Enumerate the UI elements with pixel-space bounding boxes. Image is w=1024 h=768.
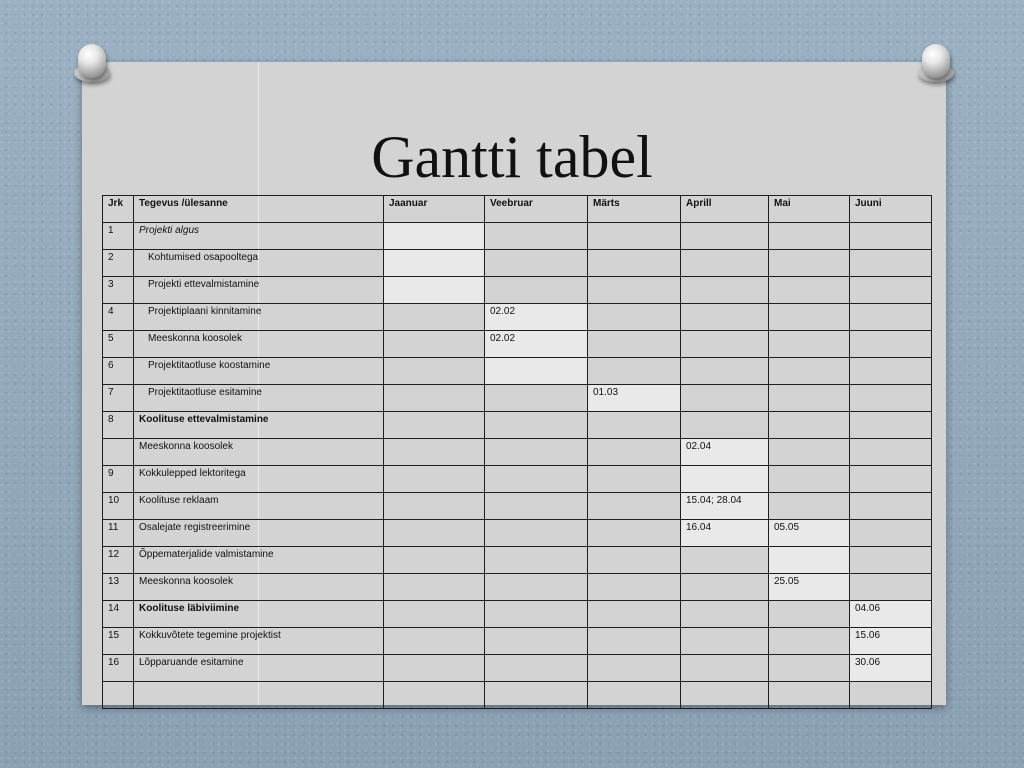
cell-marts bbox=[588, 358, 681, 385]
cell-veebruar bbox=[485, 547, 588, 574]
cell-juuni bbox=[850, 412, 932, 439]
cell-veebruar bbox=[485, 574, 588, 601]
cell-veebruar bbox=[485, 493, 588, 520]
cell-marts bbox=[588, 520, 681, 547]
row-number: 16 bbox=[103, 655, 134, 682]
row-number: 1 bbox=[103, 223, 134, 250]
cell-mai bbox=[769, 682, 850, 709]
table-row bbox=[103, 466, 932, 493]
pushpin-icon bbox=[918, 44, 954, 84]
cell-jaanuar bbox=[384, 277, 485, 304]
table-header-row bbox=[103, 196, 932, 223]
cell-jaanuar bbox=[384, 304, 485, 331]
cell-aprill bbox=[681, 412, 769, 439]
cell-mai bbox=[769, 385, 850, 412]
cell-mai bbox=[769, 466, 850, 493]
cell-juuni: 04.06 bbox=[850, 601, 932, 628]
table-row bbox=[103, 223, 932, 250]
task-name: Õppematerjalide valmistamine bbox=[134, 547, 384, 574]
cell-veebruar bbox=[485, 520, 588, 547]
cell-jaanuar bbox=[384, 250, 485, 277]
cell-mai bbox=[769, 439, 850, 466]
table-row bbox=[103, 682, 932, 709]
row-number: 13 bbox=[103, 574, 134, 601]
cell-juuni bbox=[850, 304, 932, 331]
header-marts: Märts bbox=[588, 196, 681, 223]
cell-veebruar bbox=[485, 385, 588, 412]
cell-juuni bbox=[850, 385, 932, 412]
cell-aprill bbox=[681, 331, 769, 358]
table-row bbox=[103, 628, 932, 655]
cell-aprill bbox=[681, 682, 769, 709]
task-name: Projektitaotluse esitamine bbox=[134, 385, 384, 412]
cell-aprill bbox=[681, 655, 769, 682]
task-name bbox=[134, 682, 384, 709]
row-number: 3 bbox=[103, 277, 134, 304]
cell-veebruar bbox=[485, 439, 588, 466]
row-number: 8 bbox=[103, 412, 134, 439]
task-name: Projekti ettevalmistamine bbox=[134, 277, 384, 304]
row-number: 2 bbox=[103, 250, 134, 277]
header-aprill: Aprill bbox=[681, 196, 769, 223]
task-name: Meeskonna koosolek bbox=[134, 331, 384, 358]
table-row bbox=[103, 331, 932, 358]
cell-marts bbox=[588, 277, 681, 304]
table-row bbox=[103, 439, 932, 466]
cell-mai bbox=[769, 493, 850, 520]
cell-veebruar bbox=[485, 277, 588, 304]
cell-aprill bbox=[681, 304, 769, 331]
cell-mai bbox=[769, 547, 850, 574]
cell-aprill bbox=[681, 277, 769, 304]
table-row bbox=[103, 358, 932, 385]
cell-juuni bbox=[850, 439, 932, 466]
cell-marts: 01.03 bbox=[588, 385, 681, 412]
cell-mai: 25.05 bbox=[769, 574, 850, 601]
cell-juuni bbox=[850, 223, 932, 250]
cell-veebruar: 02.02 bbox=[485, 331, 588, 358]
cell-aprill bbox=[681, 628, 769, 655]
cell-aprill bbox=[681, 601, 769, 628]
cell-aprill bbox=[681, 574, 769, 601]
cell-juuni bbox=[850, 466, 932, 493]
cell-mai bbox=[769, 628, 850, 655]
table-row bbox=[103, 304, 932, 331]
cell-aprill: 02.04 bbox=[681, 439, 769, 466]
cell-mai bbox=[769, 331, 850, 358]
row-number: 6 bbox=[103, 358, 134, 385]
row-number: 5 bbox=[103, 331, 134, 358]
task-name: Koolituse läbiviimine bbox=[134, 601, 384, 628]
table-row bbox=[103, 601, 932, 628]
cell-juuni: 30.06 bbox=[850, 655, 932, 682]
task-name: Osalejate registreerimine bbox=[134, 520, 384, 547]
cell-veebruar: 02.02 bbox=[485, 304, 588, 331]
cell-juuni bbox=[850, 682, 932, 709]
cell-marts bbox=[588, 250, 681, 277]
cell-aprill bbox=[681, 466, 769, 493]
task-name: Meeskonna koosolek bbox=[134, 574, 384, 601]
cell-marts bbox=[588, 493, 681, 520]
cell-jaanuar bbox=[384, 520, 485, 547]
table-row bbox=[103, 250, 932, 277]
cell-marts bbox=[588, 304, 681, 331]
slide-title: Gantti tabel bbox=[371, 124, 653, 190]
task-name: Meeskonna koosolek bbox=[134, 439, 384, 466]
row-number: 12 bbox=[103, 547, 134, 574]
cell-aprill: 15.04; 28.04 bbox=[681, 493, 769, 520]
cell-jaanuar bbox=[384, 358, 485, 385]
cell-marts bbox=[588, 439, 681, 466]
table-row bbox=[103, 520, 932, 547]
cell-jaanuar bbox=[384, 466, 485, 493]
cell-juuni: 15.06 bbox=[850, 628, 932, 655]
cell-mai bbox=[769, 601, 850, 628]
task-name: Projektitaotluse koostamine bbox=[134, 358, 384, 385]
row-number: 10 bbox=[103, 493, 134, 520]
cell-veebruar bbox=[485, 250, 588, 277]
cell-marts bbox=[588, 412, 681, 439]
cell-veebruar bbox=[485, 466, 588, 493]
cell-mai bbox=[769, 358, 850, 385]
cell-mai bbox=[769, 412, 850, 439]
cell-veebruar bbox=[485, 628, 588, 655]
cell-jaanuar bbox=[384, 412, 485, 439]
task-name: Kohtumised osapooltega bbox=[134, 250, 384, 277]
cell-juuni bbox=[850, 277, 932, 304]
cell-marts bbox=[588, 547, 681, 574]
cell-jaanuar bbox=[384, 682, 485, 709]
cell-marts bbox=[588, 331, 681, 358]
cell-veebruar bbox=[485, 655, 588, 682]
table-row bbox=[103, 277, 932, 304]
cell-mai bbox=[769, 223, 850, 250]
cell-mai bbox=[769, 655, 850, 682]
cell-aprill bbox=[681, 223, 769, 250]
cell-marts bbox=[588, 223, 681, 250]
row-number bbox=[103, 682, 134, 709]
cell-veebruar bbox=[485, 601, 588, 628]
cell-jaanuar bbox=[384, 385, 485, 412]
cell-aprill bbox=[681, 250, 769, 277]
task-name: Kokkuvõtete tegemine projektist bbox=[134, 628, 384, 655]
table-row bbox=[103, 655, 932, 682]
cell-veebruar bbox=[485, 358, 588, 385]
cell-jaanuar bbox=[384, 493, 485, 520]
task-name: Koolituse reklaam bbox=[134, 493, 384, 520]
cell-jaanuar bbox=[384, 601, 485, 628]
cell-aprill bbox=[681, 385, 769, 412]
pushpin-icon bbox=[74, 44, 110, 84]
header-mai: Mai bbox=[769, 196, 850, 223]
table-row bbox=[103, 385, 932, 412]
header-veebruar: Veebruar bbox=[485, 196, 588, 223]
task-name: Koolituse ettevalmistamine bbox=[134, 412, 384, 439]
cell-marts bbox=[588, 466, 681, 493]
cell-juuni bbox=[850, 358, 932, 385]
cell-jaanuar bbox=[384, 628, 485, 655]
cell-juuni bbox=[850, 547, 932, 574]
cell-aprill bbox=[681, 547, 769, 574]
cell-juuni bbox=[850, 250, 932, 277]
row-number: 11 bbox=[103, 520, 134, 547]
cell-veebruar bbox=[485, 223, 588, 250]
row-number: 9 bbox=[103, 466, 134, 493]
row-number bbox=[103, 439, 134, 466]
table-row bbox=[103, 412, 932, 439]
cell-marts bbox=[588, 601, 681, 628]
task-name: Projekti algus bbox=[134, 223, 384, 250]
cell-juuni bbox=[850, 493, 932, 520]
cell-jaanuar bbox=[384, 547, 485, 574]
cell-aprill: 16.04 bbox=[681, 520, 769, 547]
row-number: 14 bbox=[103, 601, 134, 628]
cell-juuni bbox=[850, 520, 932, 547]
task-name: Projektiplaani kinnitamine bbox=[134, 304, 384, 331]
table-row bbox=[103, 574, 932, 601]
cell-veebruar bbox=[485, 412, 588, 439]
header-task: Tegevus /ülesanne bbox=[134, 196, 384, 223]
cell-aprill bbox=[681, 358, 769, 385]
cell-jaanuar bbox=[384, 439, 485, 466]
row-number: 7 bbox=[103, 385, 134, 412]
cell-marts bbox=[588, 682, 681, 709]
cell-juuni bbox=[850, 574, 932, 601]
cell-mai bbox=[769, 304, 850, 331]
cell-jaanuar bbox=[384, 574, 485, 601]
header-juuni: Juuni bbox=[850, 196, 932, 223]
cell-mai bbox=[769, 277, 850, 304]
cell-veebruar bbox=[485, 682, 588, 709]
cell-marts bbox=[588, 628, 681, 655]
table-row bbox=[103, 547, 932, 574]
gantt-table bbox=[102, 195, 932, 709]
cell-jaanuar bbox=[384, 223, 485, 250]
task-name: Kokkulepped lektoritega bbox=[134, 466, 384, 493]
cell-juuni bbox=[850, 331, 932, 358]
header-jaanuar: Jaanuar bbox=[384, 196, 485, 223]
cell-jaanuar bbox=[384, 331, 485, 358]
cell-mai bbox=[769, 250, 850, 277]
task-name: Lõpparuande esitamine bbox=[134, 655, 384, 682]
cell-jaanuar bbox=[384, 655, 485, 682]
header-jrk: Jrk bbox=[103, 196, 134, 223]
row-number: 15 bbox=[103, 628, 134, 655]
cell-mai: 05.05 bbox=[769, 520, 850, 547]
cell-marts bbox=[588, 574, 681, 601]
row-number: 4 bbox=[103, 304, 134, 331]
table-row bbox=[103, 493, 932, 520]
cell-marts bbox=[588, 655, 681, 682]
